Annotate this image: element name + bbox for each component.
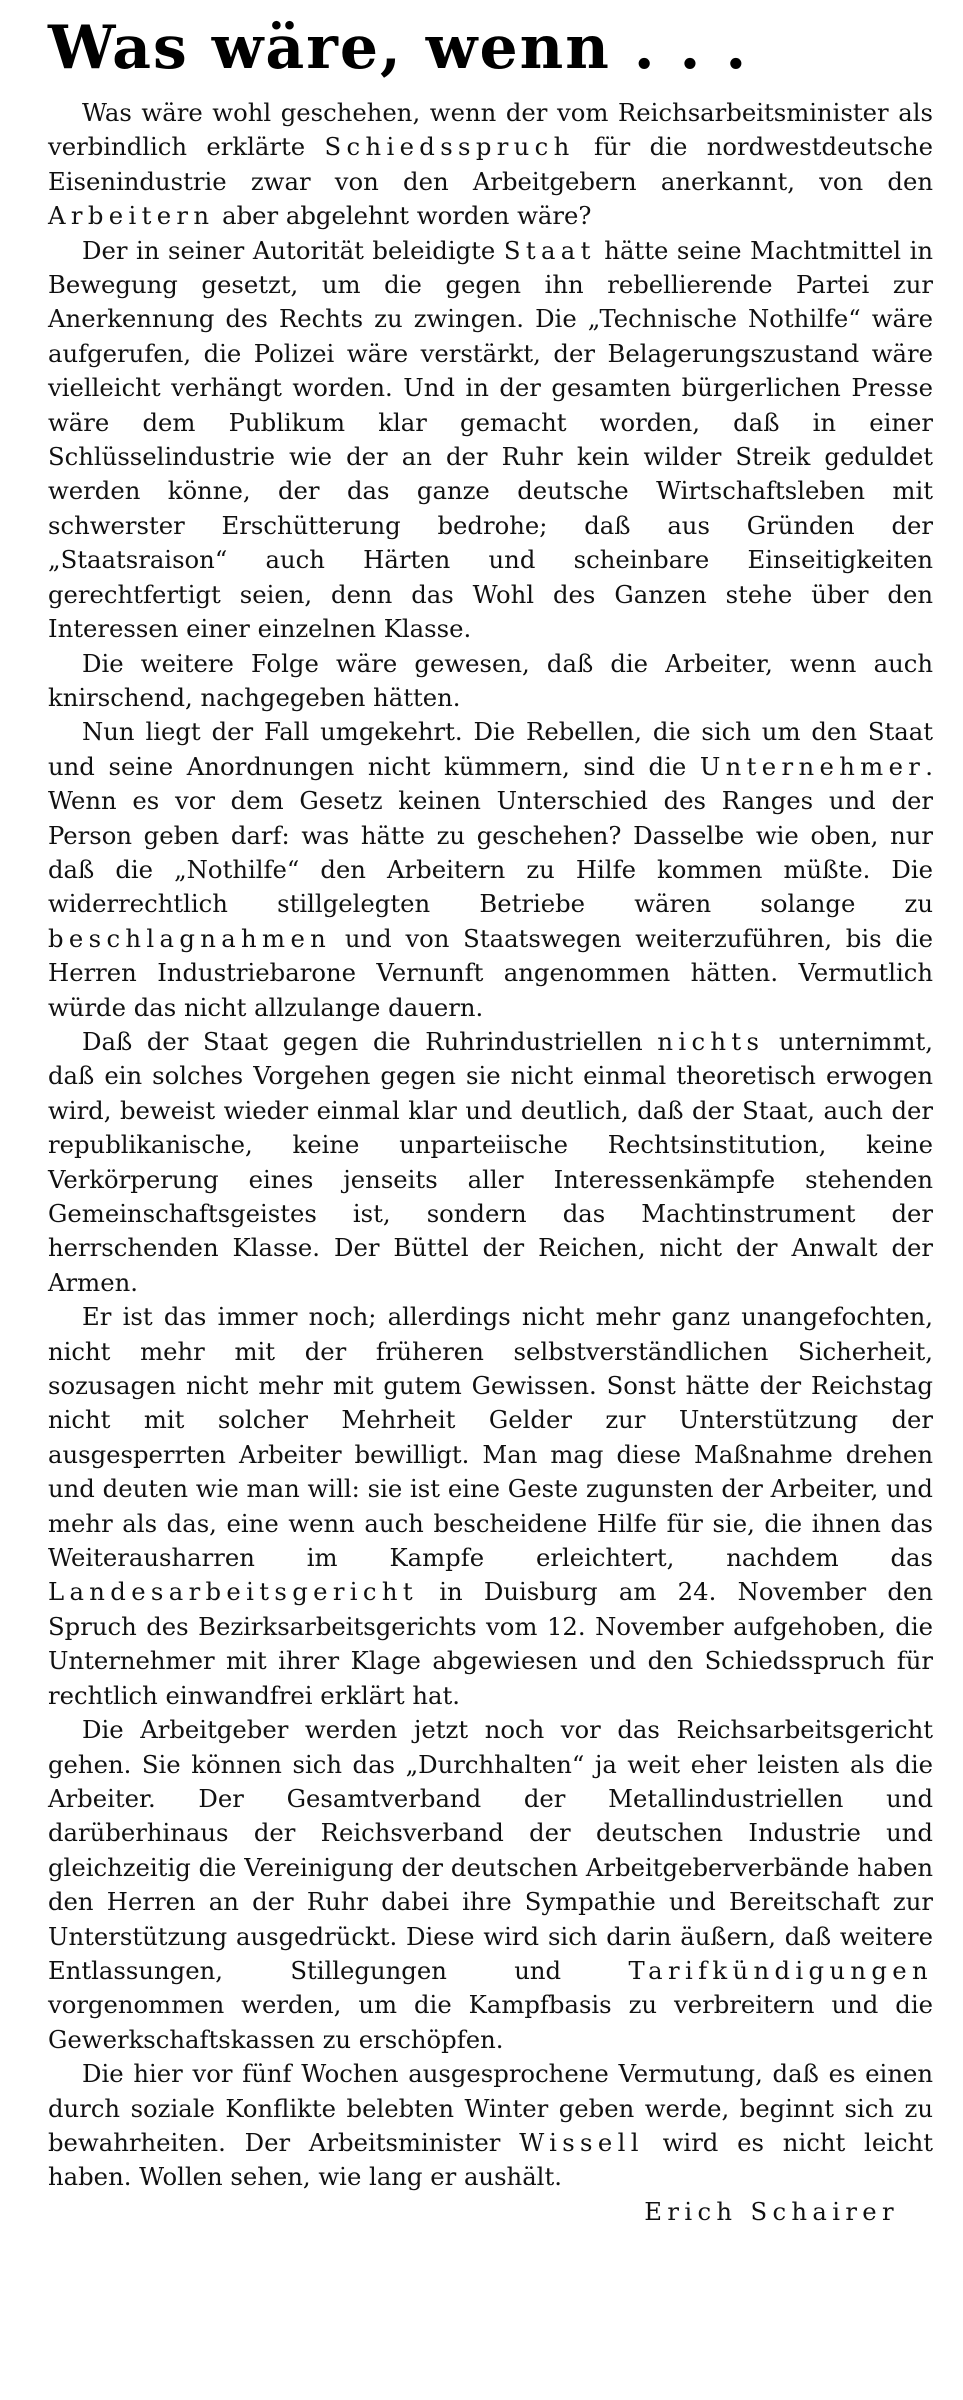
spaced-emphasis-text: Staat xyxy=(503,235,596,265)
spaced-emphasis-text: Arbeitern xyxy=(48,201,215,231)
paragraph-text: hätte seine Machtmittel in Bewegung gesetzt, um die gegen ihn rebellierende Partei zur Anerkennung des Rechts zu zwingen. Die „Technische Nothilfe“ wäre aufgerufen, die Polizei wäre verstärkt, der Belagerungszustand wäre vielleicht verhängt worden. Und in der gesamten bürgerlichen Presse wäre dem Publikum klar gemacht worden, daß in einer Schlüsselindustrie wie der an der Ruhr kein wilder Streik geduldet werden könne, der das ganze deutsche Wirtschaftsleben mit schwerster Erschütterung bedrohe; daß aus Gründen der „Staatsraison“ auch Härten und scheinbare Einseitigkeiten gerechtfertigt seien, denn das Wohl des Ganzen stehe über den Interessen einer einzelnen Klasse. xyxy=(48,235,933,644)
paragraph-text: für die nordwestdeutsche Eisenindustrie zwar von den Arbeitgebern anerkannt, von den xyxy=(48,132,933,196)
article-paragraph xyxy=(48,96,933,234)
spaced-emphasis-text: beschlagnahmen xyxy=(48,923,332,953)
article-paragraph xyxy=(48,1713,933,2057)
paragraph-text: Die hier vor fünf Wochen ausgesprochene Vermutung, daß es einen durch soziale Konflikte belebten Winter geben werde, beginnt sich zu bewahrheiten. Der Arbeitsminister xyxy=(48,2059,933,2157)
article-paragraph xyxy=(48,647,933,716)
spaced-emphasis-text: Unternehmer xyxy=(699,751,926,781)
paragraph-text: unternimmt, daß ein solches Vorgehen gegen sie nicht einmal theoretisch erwogen wird, beweist wieder einmal klar und deutlich, daß der Staat, auch der republikanische, keine unparteiische Rechtsinstitution, keine Verkörperung eines jenseits aller Interessenkämpfe stehenden Gemeinschaftsgeistes ist, sondern das Machtinstrument der herrschenden Klasse. Der Büttel der Reichen, nicht der Anwalt der Armen. xyxy=(48,1026,933,1297)
paragraph-text: Was wäre wohl geschehen, wenn der vom Reichsarbeitsminister als verbindlich erklärte xyxy=(48,98,933,162)
paragraph-text: Die Arbeitgeber werden jetzt noch vor das Reichsarbeitsgericht gehen. Sie können sich das „Durchhalten“ ja weit eher leisten als die Arbeiter. Der Gesamtverband der Metallindustriellen und darüberhinaus der Reichsverband der deutschen Industrie und gleichzeitig die Vereinigung der deutschen Arbeitgeberverbände haben den Herren an der Ruhr dabei ihre Sympathie und Bereitschaft zur Unterstützung ausgedrückt. Diese wird sich darin äußern, daß weitere Entlassungen, Stillegungen und xyxy=(48,1715,933,1985)
article-author: Erich Schairer xyxy=(644,2196,899,2226)
article-paragraph xyxy=(48,715,933,1025)
paragraph-text: Die weitere Folge wäre gewesen, daß die Arbeiter, wenn auch knirschend, nachgegeben hätten. xyxy=(48,648,933,712)
paragraph-text: Daß der Staat gegen die Ruhrindustriellen xyxy=(82,1026,658,1056)
paragraph-text: Nun liegt der Fall umgekehrt. Die Rebellen, die sich um den Staat und seine Anordnungen nicht kümmern, sind die xyxy=(48,717,933,781)
paragraph-text: . Wenn es vor dem Gesetz keinen Unterschied des Ranges und der Person geben darf: was hätte zu geschehen? Dasselbe wie oben, nur daß die „Nothilfe“ den Arbeitern zu Hilfe kommen müßte. Die widerrechtlich stillgelegten Betriebe wären solange zu xyxy=(48,751,933,919)
paragraph-text: und von Staatswegen weiterzuführen, bis die Herren Industriebarone Vernunft angenommen hätten. Vermutlich würde das nicht allzulange dauern. xyxy=(48,923,933,1022)
spaced-emphasis-text: Schiedsspruch xyxy=(324,132,575,162)
spaced-emphasis-text: Landesarbeitsgericht xyxy=(48,1577,418,1607)
paragraph-text: vorgenommen werden, um die Kampfbasis zu verbreitern und die Gewerkschaftskassen zu erschöpfen. xyxy=(48,1990,933,2054)
spaced-emphasis-text: nichts xyxy=(657,1026,765,1056)
paragraph-text: Der in seiner Autorität beleidigte xyxy=(82,235,504,265)
article-body xyxy=(48,96,933,2195)
paragraph-text: aber abgelehnt worden wäre? xyxy=(214,201,592,231)
article-paragraph xyxy=(48,2057,933,2195)
spaced-emphasis-text: Tarifkündigungen xyxy=(628,1955,933,1985)
paragraph-text: in Duisburg am 24. November den Spruch des Bezirksarbeitsgerichts vom 12. November aufgehoben, die Unternehmer mit ihrer Klage abgewiesen und den Schiedsspruch für rechtlich einwandfrei erklärt hat. xyxy=(48,1577,933,1710)
paragraph-text: Er ist das immer noch; allerdings nicht mehr ganz unangefochten, nicht mehr mit der früheren selbstverständlichen Sicherheit, sozusagen nicht mehr mit gutem Gewissen. Sonst hätte der Reichstag nicht mit solcher Mehrheit Gelder zur Unterstützung der ausgesperrten Arbeiter bewilligt. Man mag diese Maßnahme drehen und deuten wie man will: sie ist eine Geste zugunsten der Arbeiter, und mehr als das, eine wenn auch bescheidene Hilfe für sie, die ihnen das Weiterausharren im Kampfe erleichtert, nachdem das xyxy=(48,1302,933,1573)
paragraph-text: wird es nicht leicht haben. Wollen sehen, wie lang er aushält. xyxy=(48,2127,933,2192)
article-title: Was wäre, wenn . . . xyxy=(48,13,749,83)
article-paragraph xyxy=(48,1025,933,1300)
spaced-emphasis-text: Wissell xyxy=(519,2127,644,2157)
article-paragraph xyxy=(48,1300,933,1713)
article-paragraph xyxy=(48,234,933,647)
